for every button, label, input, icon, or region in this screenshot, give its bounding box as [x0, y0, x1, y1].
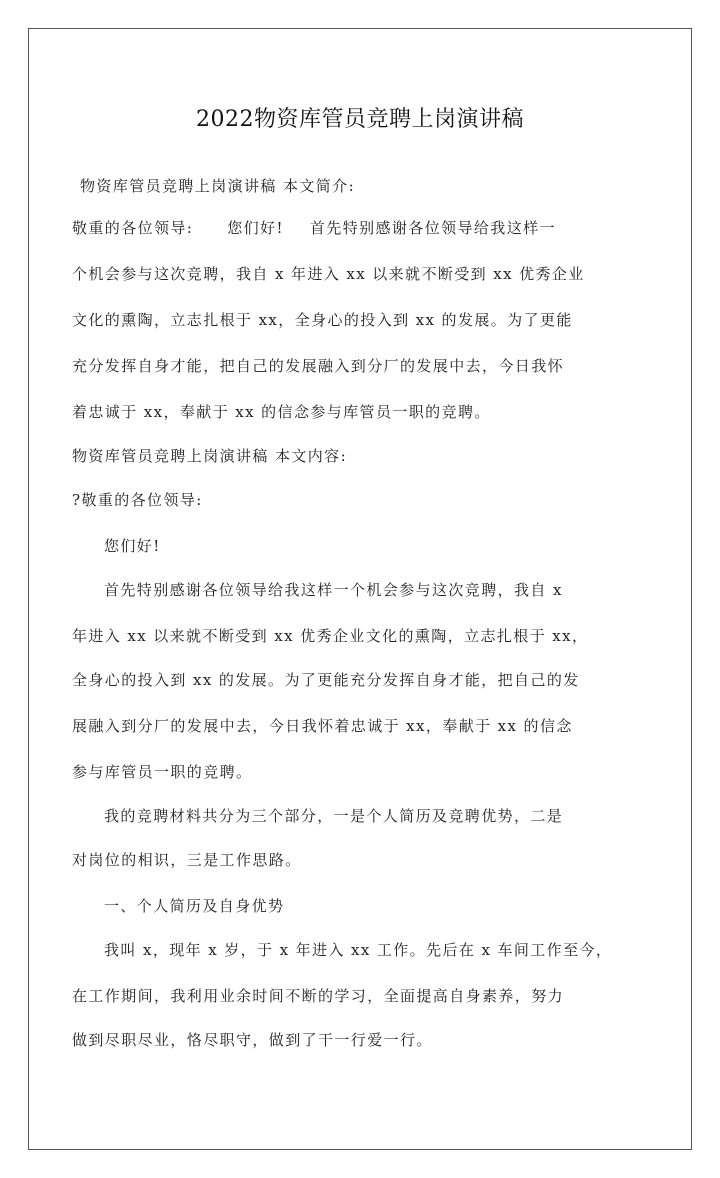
paragraph-1-line-3: 全身心的投入到 xx 的发展。为了更能充分发挥自身才能，把自己的发: [72, 671, 580, 689]
intro-thanks: 首先特别感谢各位领导给我这样一: [309, 219, 556, 237]
paragraph-3-line-2: 在工作期间，我利用业余时间不断的学习，全面提高自身素养，努力: [72, 987, 565, 1005]
paragraph-3-line-3: 做到尽职尽业，恪尽职守，做到了干一行爱一行。: [72, 1031, 433, 1049]
paragraph-3-line-1: 我叫 x，现年 x 岁，于 x 年进入 xx 工作。先后在 x 车间工作至今，: [104, 941, 613, 959]
content-label: 物资库管员竞聘上岗演讲稿 本文内容:: [72, 447, 348, 465]
paragraph-1-line-2: 年进入 xx 以来就不断受到 xx 优秀企业文化的熏陶，立志扎根于 xx，: [72, 627, 589, 645]
intro-greeting: 您们好!: [227, 219, 284, 237]
intro-salutation: 敬重的各位领导:: [72, 219, 194, 237]
intro-line-2: 个机会参与这次竞聘，我自 x 年进入 xx 以来就不断受到 xx 优秀企业: [72, 265, 585, 283]
salutation: ?敬重的各位领导:: [72, 491, 203, 509]
intro-label: 物资库管员竞聘上岗演讲稿 本文简介:: [80, 177, 356, 195]
paragraph-1-line-5: 参与库管员一职的竞聘。: [72, 763, 253, 781]
greeting: 您们好!: [104, 537, 161, 555]
paragraph-2-line-2: 对岗位的相识，三是工作思路。: [72, 851, 302, 869]
document-title: 2022物资库管员竞聘上岗演讲稿: [196, 107, 524, 132]
paragraph-1-line-4: 展融入到分厂的发展中去，今日我怀着忠诚于 xx，奉献于 xx 的信念: [72, 717, 573, 735]
intro-line-1: [72, 218, 556, 238]
intro-line-4: 充分发挥自身才能，把自己的发展融入到分厂的发展中去，今日我怀: [72, 357, 565, 375]
paragraph-1-line-1: 首先特别感谢各位领导给我这样一个机会参与这次竞聘，我自 x: [104, 581, 563, 599]
section-1-heading: 一、个人简历及自身优势: [104, 897, 285, 915]
paragraph-2-line-1: 我的竞聘材料共分为三个部分，一是个人简历及竞聘优势，二是: [104, 807, 564, 825]
intro-line-5: 着忠诚于 xx，奉献于 xx 的信念参与库管员一职的竞聘。: [72, 403, 491, 421]
intro-line-3: 文化的熏陶，立志扎根于 xx，全身心的投入到 xx 的发展。为了更能: [72, 311, 573, 329]
